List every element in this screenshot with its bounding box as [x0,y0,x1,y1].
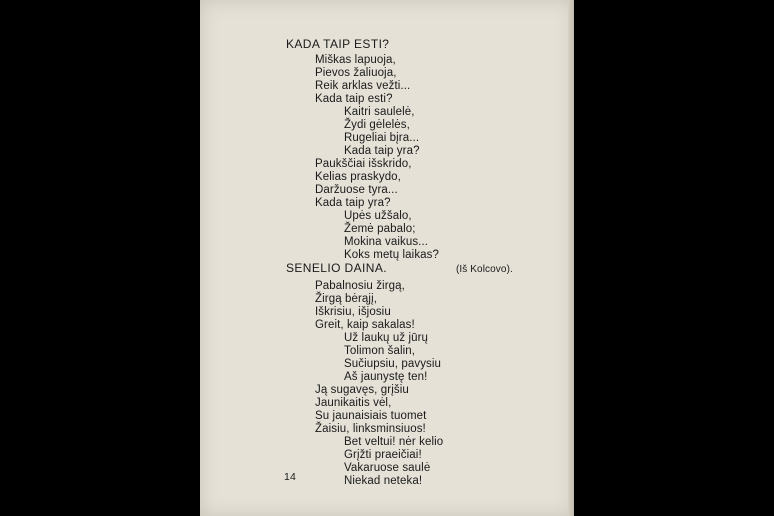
poem1-line: Kada taip yra? [315,197,391,209]
poem2-source: (Iš Kolcovo). [456,264,513,275]
poem1-line: Mokina vaikus... [344,236,429,248]
poem2-line: Žaisiu, linksminsiuos! [315,423,426,435]
poem2-line: Su jaunaisiais tuomet [315,410,427,422]
poem1-line: Žydi gėlelės, [344,119,410,131]
poem1-line: Kelias praskydo, [315,171,401,183]
poem1-line: Koks metų laikas? [344,249,440,261]
poem1-title: KADA TAIP ESTI? [286,37,390,51]
poem1-line: Paukščiai išskrido, [315,158,412,170]
poem2-line: Jaunikaitis vėl, [315,397,392,409]
poem1-line: Kada taip yra? [344,145,420,157]
poem1-line: Kaitri saulelė, [344,106,415,118]
poem1-line: Upės užšalo, [344,210,412,222]
poem1-line: Žemė pabalo; [344,223,416,235]
page-edge [568,0,574,516]
poem1-line: Pievos žaliuoja, [315,67,397,79]
book-page [200,0,574,516]
poem2-line: Pabalnosiu žirgą, [315,280,405,292]
page-number: 14 [284,471,296,483]
poem2-line: Iškrisiu, išjosiu [315,306,391,318]
poem2-line: Tolimon šalin, [344,345,416,357]
poem2-line: Žirgą bėrąjį, [315,293,378,305]
poem2-line: Už laukų už jūrų [344,332,429,344]
poem1-line: Kada taip esti? [315,93,393,105]
poem2-line: Ją sugavęs, grįšiu [315,384,409,396]
poem1-line: Daržuose tyra... [315,184,398,196]
poem2-line: Vakaruose saulė [344,462,431,474]
poem2-line: Sučiupsiu, pavysiu [344,358,442,370]
poem2-line: Bet veltui! nėr kelio [344,436,444,448]
poem2-title: SENELIO DAINA. [286,261,387,275]
poem2-line: Niekad neteka! [344,475,423,487]
poem2-line: Grįžti praeičiai! [344,449,422,461]
poem1-line: Miškas lapuoja, [315,54,396,66]
poem2-line: Greit, kaip sakalas! [315,319,415,331]
poem1-line: Reik arklas vežti... [315,80,411,92]
poem1-line: Rugeliai bįra... [344,132,420,144]
poem2-line: Aš jaunystę ten! [344,371,428,383]
